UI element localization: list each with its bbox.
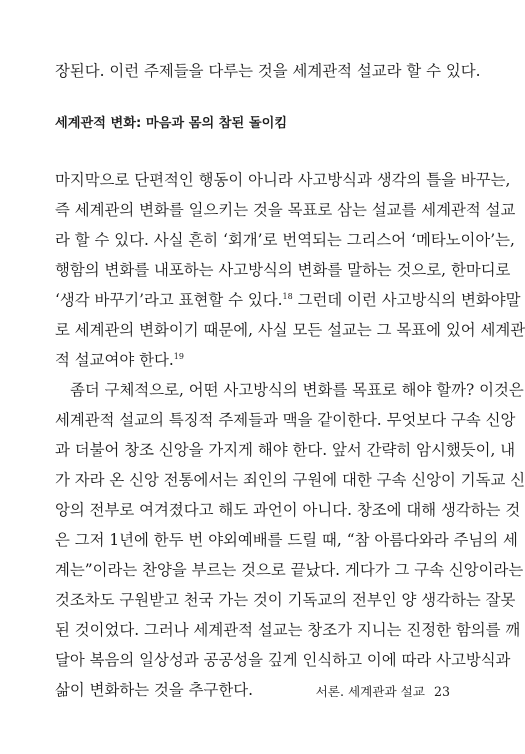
paragraph-line: 가 자라 온 신앙 전통에서는 죄인의 구원에 대한 구속 신앙이 기독교 신 (55, 471, 525, 489)
page-number: 23 (433, 684, 450, 699)
paragraph-line (55, 350, 451, 370)
top-paragraph-line: 장된다. 이런 주제들을 다루는 것을 세계관적 설교라 할 수 있다. (55, 62, 481, 80)
paragraph-line: 계는”이라는 찬양을 부르는 것으로 끝났다. 게다가 그 구속 신앙이라는 (55, 561, 524, 579)
paragraph-line: 달아 복음의 일상성과 공공성을 깊게 인식하고 이에 따라 사고방식과 (55, 651, 511, 669)
paragraph-line: 마지막으로 단편적인 행동이 아니라 사고방식과 생각의 틀을 바꾸는, (55, 171, 511, 189)
running-title: 서론. 세계관과 설교 (315, 684, 425, 699)
footnote-marker-18[interactable]: 18 (282, 291, 293, 301)
paragraph-line: 라 할 수 있다. 사실 흔히 ‘회개’로 번역되는 그리스어 ‘메타노이아’는, (55, 231, 515, 249)
paragraph-line: 행함의 변화를 내포하는 사고방식의 변화를 말하는 것으로, 한마디로 (55, 261, 511, 279)
footnote-marker-19[interactable]: 19 (173, 351, 184, 361)
paragraph-line: 은 그저 1년에 한두 번 야외예배를 드릴 때, “참 아름다와라 주님의 세 (55, 531, 518, 549)
paragraph-line: 삶이 변화하는 것을 추구한다. (55, 681, 253, 699)
paragraph-line: 것조차도 구원받고 천국 가는 것이 기독교의 전부인 양 생각하는 잘못 (55, 591, 516, 609)
paragraph-line (55, 290, 521, 310)
paragraph-line: 세계관적 설교의 특징적 주제들과 맥을 같이한다. 무엇보다 구속 신앙 (55, 411, 516, 429)
paragraph-line: 앙의 전부로 여겨졌다고 해도 과언이 아니다. 창조에 대해 생각하는 것 (55, 501, 521, 519)
text-span: ‘생각 바꾸기’라고 표현할 수 있다. (55, 291, 283, 309)
section-heading: 세계관적 변화: 마음과 몸의 참된 돌이킴 (55, 116, 288, 131)
text-span: 적 설교여야 한다. (55, 351, 174, 369)
paragraph-line: 좀더 구체적으로, 어떤 사고방식의 변화를 목표로 해야 할까? 이것은 (70, 381, 524, 399)
paragraph-line: 즉 세계관의 변화를 일으키는 것을 목표로 삼는 설교를 세계관적 설교 (55, 201, 516, 219)
paragraph-line: 과 더불어 창조 신앙을 가지게 해야 한다. 앞서 간략히 암시했듯이, 내 (55, 441, 516, 459)
paragraph-line: 된 것이었다. 그러나 세계관적 설교는 창조가 지니는 진정한 함의를 깨 (55, 621, 521, 639)
paragraph-line: 로 세계관의 변화이기 때문에, 사실 모든 설교는 그 목표에 있어 세계관 (55, 321, 525, 339)
text-span: 그런데 이런 사고방식의 변화야말 (292, 291, 521, 309)
page-footer (316, 684, 450, 700)
